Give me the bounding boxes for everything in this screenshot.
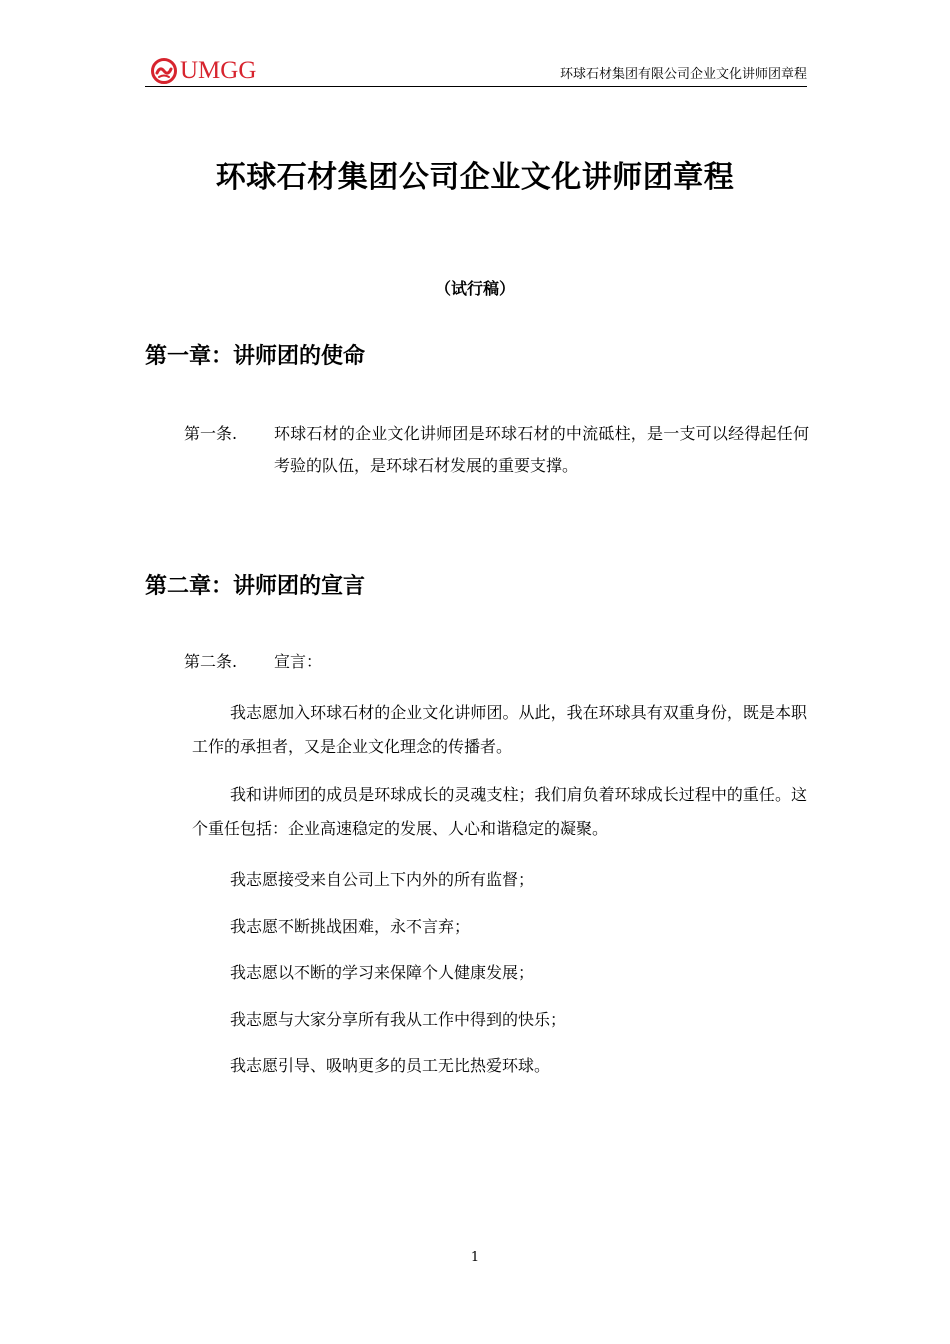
declaration-line: 我志愿以不断的学习来保障个人健康发展； (230, 963, 535, 982)
page-number: 1 (470, 1250, 480, 1265)
chapter-1-heading: 第一章：讲师团的使命 (145, 344, 366, 369)
article-1-label: 第一条. (184, 424, 238, 443)
article-1 (184, 418, 809, 482)
declaration-paragraph: 我和讲师团的成员是环球成长的灵魂支柱；我们肩负着环球成长过程中的重任。这个重任包括：企业高速稳定的发展、人心和谐稳定的凝聚。 (192, 785, 807, 838)
article-2-label: 第二条. (184, 652, 238, 671)
document-title: 环球石材集团公司企业文化讲师团章程 (215, 160, 735, 195)
article-2-text: 宣言： (274, 652, 323, 671)
declaration-line: 我志愿接受来自公司上下内外的所有监督； (230, 870, 535, 889)
umgg-logo-icon (150, 58, 178, 84)
declaration-line: 我志愿与大家分享所有我从工作中得到的快乐； (230, 1010, 567, 1029)
declaration-line: 我志愿引导、吸呐更多的员工无比热爱环球。 (230, 1056, 551, 1075)
article-1-text: 环球石材的企业文化讲师团是环球石材的中流砥柱，是一支可以经得起任何考验的队伍，是环球石材发展的重要支撑。 (274, 424, 809, 475)
document-subtitle: （试行稿） (434, 279, 515, 298)
logo-text: UMGG (180, 57, 257, 84)
declaration-paragraph: 我志愿加入环球石材的企业文化讲师团。从此，我在环球具有双重身份，既是本职工作的承担者，又是企业文化理念的传播者。 (192, 703, 807, 756)
page-header (145, 52, 807, 87)
chapter-2-heading: 第二章：讲师团的宣言 (145, 574, 366, 599)
declaration-line: 我志愿不断挑战困难，永不言弃； (230, 917, 471, 936)
header-title: 环球石材集团有限公司企业文化讲师团章程 (559, 67, 807, 82)
company-logo (150, 58, 256, 84)
article-2 (184, 646, 809, 678)
